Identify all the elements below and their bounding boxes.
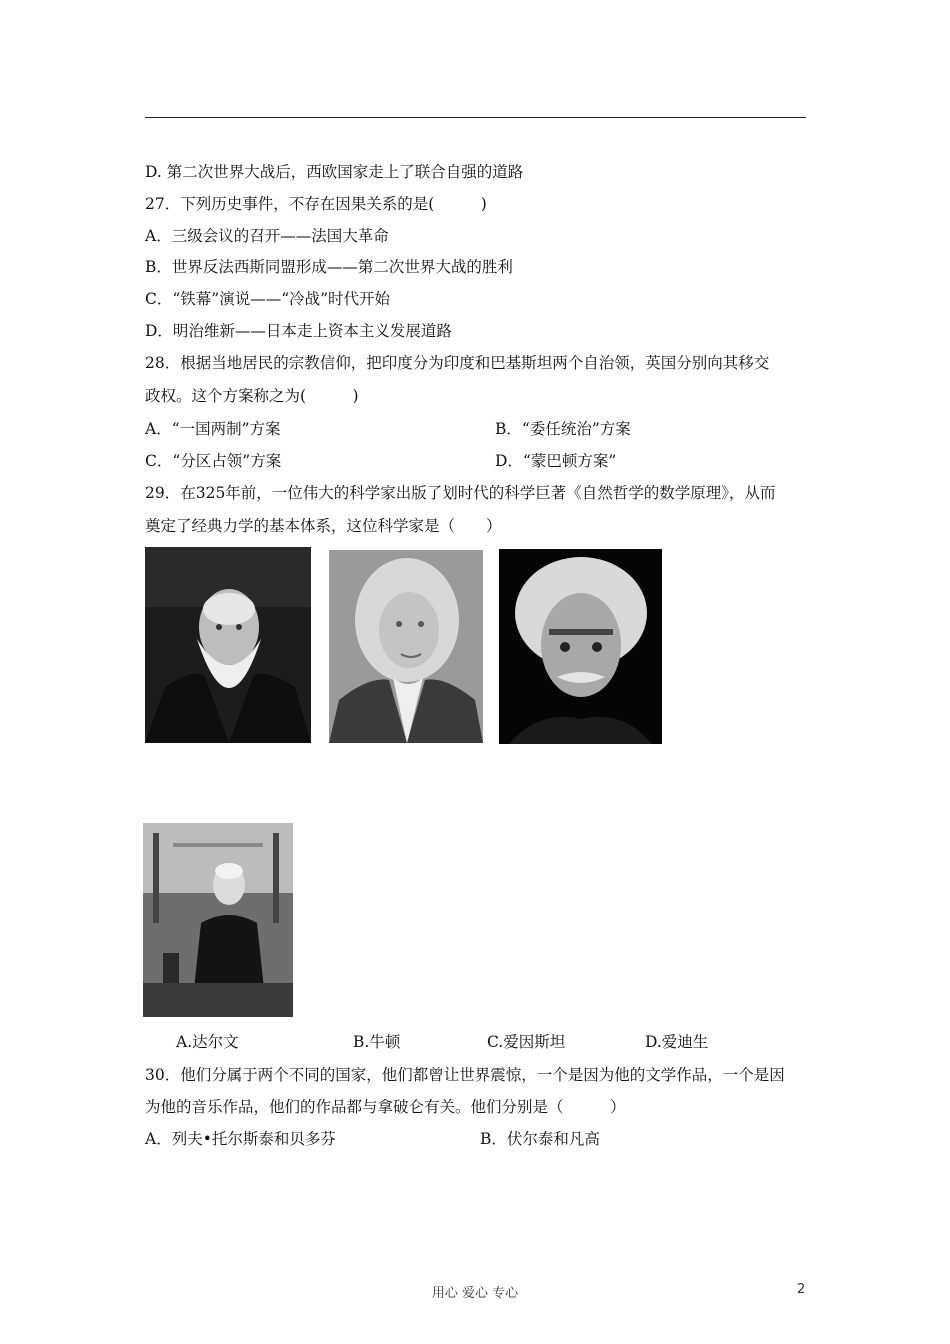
header-rule [145, 117, 806, 118]
caption-a: A.达尔文 [176, 1033, 239, 1051]
question-28-line-2: 政权。这个方案称之为( ) [145, 387, 359, 405]
caption-b: B.牛顿 [353, 1033, 401, 1051]
page-number: 2 [797, 1282, 806, 1297]
q28-option-b: B．“委任统治”方案 [495, 420, 631, 438]
question-30-line-1: 30．他们分属于两个不同的国家，他们都曾让世界震惊，一个是因为他的文学作品，一个是因 [145, 1066, 785, 1084]
option-line: D. 第二次世界大战后，西欧国家走上了联合自强的道路 [145, 163, 524, 181]
portrait-edison [143, 823, 293, 1017]
caption-c: C.爱因斯坦 [487, 1033, 566, 1051]
q27-option-d: D．明治维新——日本走上资本主义发展道路 [145, 322, 452, 340]
question-30-line-2: 为他的音乐作品，他们的作品都与拿破仑有关。他们分别是（ ） [145, 1098, 626, 1116]
question-29-line-1: 29．在325年前，一位伟大的科学家出版了划时代的科学巨著《自然哲学的数学原理》，从而 [145, 484, 776, 502]
portrait-einstein [499, 549, 662, 744]
q30-option-a: A．列夫•托尔斯泰和贝多芬 [145, 1130, 336, 1148]
q27-option-b: B．世界反法西斯同盟形成——第二次世界大战的胜利 [145, 258, 513, 276]
question-28-line-1: 28．根据当地居民的宗教信仰，把印度分为印度和巴基斯坦两个自治领，英国分别向其移交 [145, 354, 770, 372]
q27-option-a: A．三级会议的召开——法国大革命 [145, 227, 389, 245]
footer-motto: 用心 爱心 专心 [431, 1286, 519, 1301]
question-29-line-2: 奠定了经典力学的基本体系，这位科学家是（ ） [145, 517, 502, 535]
q28-option-c: C．“分区占领”方案 [145, 452, 282, 470]
q27-option-c: C．“铁幕”演说——“冷战”时代开始 [145, 290, 391, 308]
caption-d: D.爱迪生 [645, 1033, 709, 1051]
question-27: 27．下列历史事件，不存在因果关系的是( ) [145, 195, 487, 213]
portrait-newton [329, 550, 483, 743]
portrait-darwin [145, 547, 311, 743]
q28-option-a: A．“一国两制”方案 [145, 420, 281, 438]
q30-option-b: B．伏尔泰和凡高 [480, 1130, 600, 1148]
q28-option-d: D．“蒙巴顿方案” [495, 452, 617, 470]
